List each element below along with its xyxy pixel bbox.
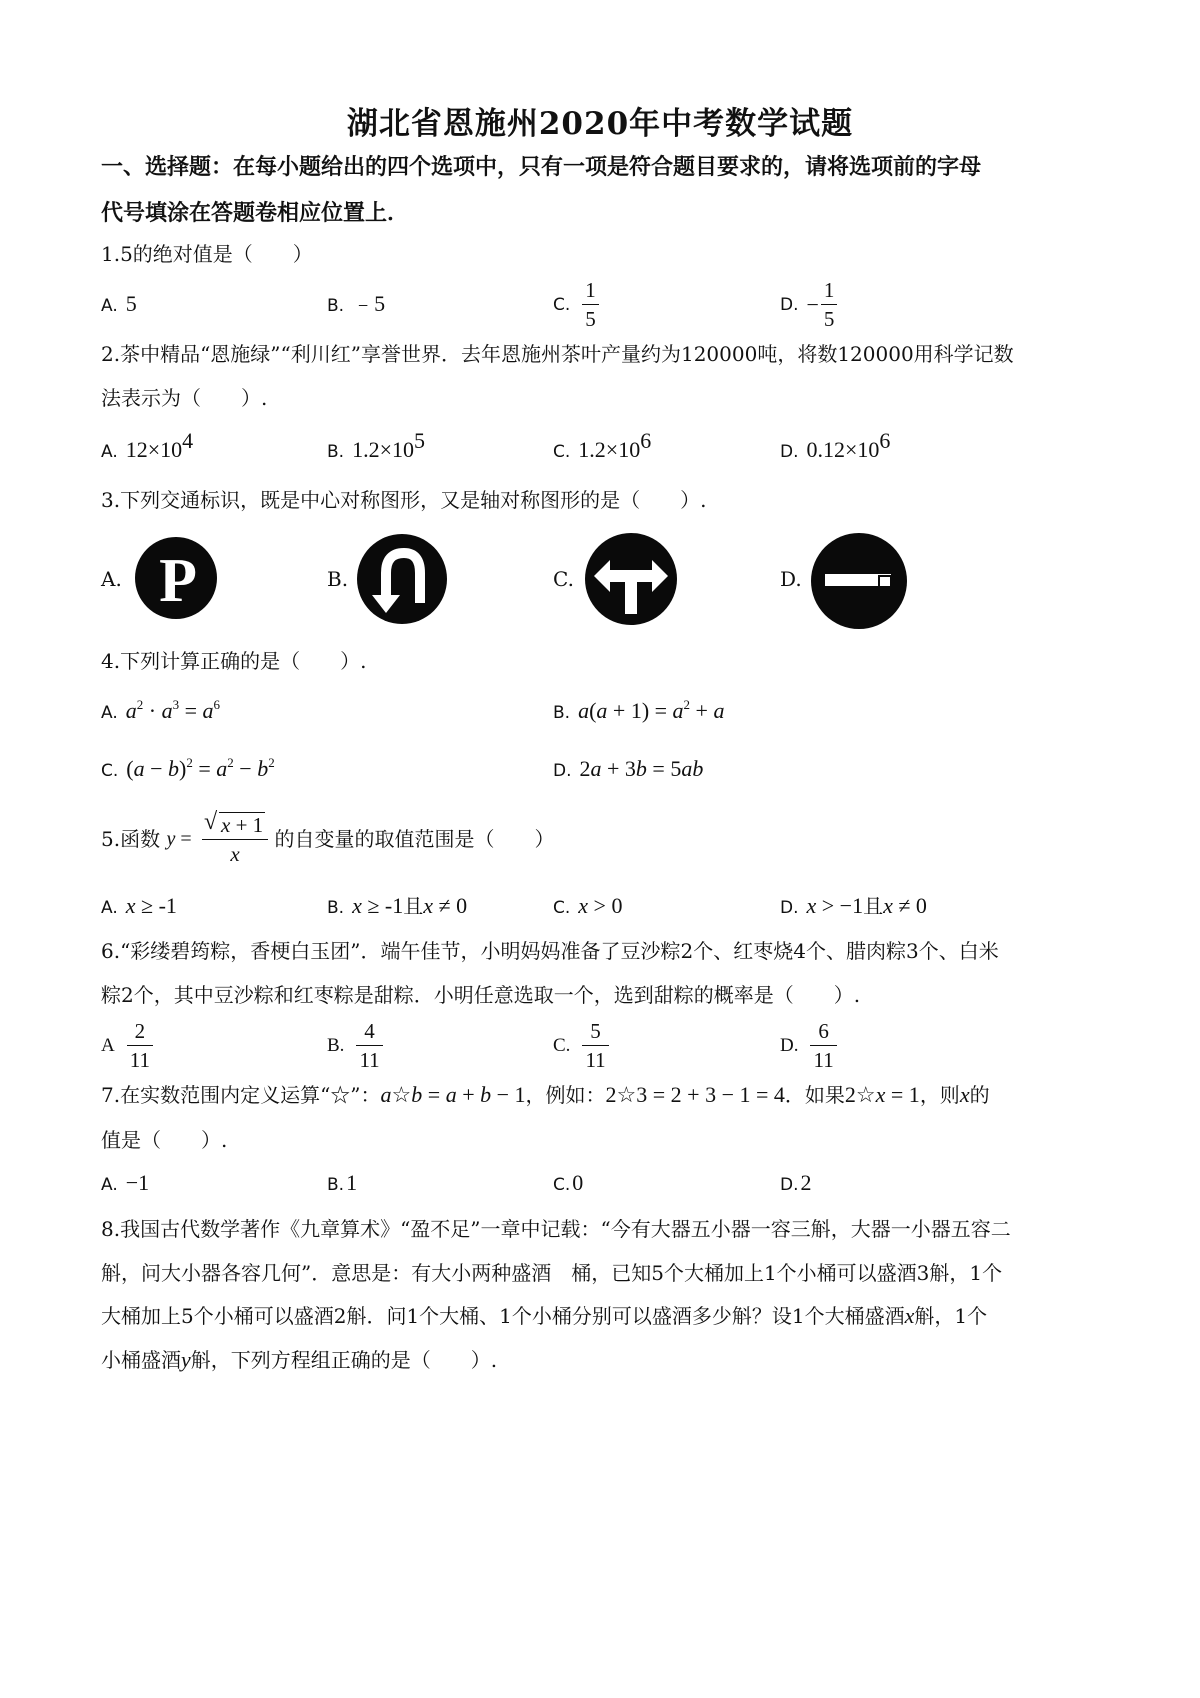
option-value: ﹣5 — [352, 291, 386, 316]
fraction — [127, 1019, 153, 1072]
option-label: D. — [780, 1175, 799, 1195]
question-2-line-2: 法表示为（ ）. — [101, 386, 268, 410]
stem-part: 大桶加上5个小桶可以盛酒2斛．问1个大桶、1个小桶分别可以盛酒多少斛？设1个大桶盛酒 — [101, 1304, 905, 1328]
question-3-option-c-label: C. — [553, 567, 574, 591]
question-2-option-d[interactable] — [780, 428, 891, 465]
option-exponent: 6 — [640, 428, 652, 453]
option-expression: x > 0 — [578, 893, 623, 918]
option-label: C. — [553, 1034, 571, 1056]
question-4-option-b[interactable] — [553, 698, 724, 726]
question-5-option-a[interactable] — [101, 893, 177, 921]
stem-part: ，则 — [919, 1083, 960, 1107]
question-1-stem: 1.5的绝对值是（ ） — [101, 242, 313, 266]
stem-part: 7.在实数范围内定义运算“☆”： — [101, 1083, 381, 1107]
question-2-line-1: 2.茶中精品“恩施绿”“利川红”享誉世界．去年恩施州茶叶产量约为120000吨，将数120000用科学记数 — [101, 342, 1014, 366]
option-label: D. — [780, 1034, 799, 1056]
option-label: A. — [101, 898, 118, 918]
option-label: B. — [327, 898, 345, 918]
option-label: B. — [327, 296, 345, 316]
question-8-line-4 — [101, 1347, 497, 1373]
question-2-option-a[interactable] — [101, 428, 194, 465]
stem-part: 小桶盛酒 — [101, 1348, 181, 1372]
no-entry-sign-icon[interactable] — [810, 532, 908, 630]
option-value: 5 — [125, 291, 137, 316]
denominator: 5 — [823, 307, 835, 331]
numerator: 1 — [582, 278, 599, 305]
option-expression: $a^2 \cdot a^3 = a^6$ — [125, 697, 220, 723]
stem-part: 的 — [969, 1083, 990, 1107]
question-7-option-d[interactable] — [780, 1170, 812, 1198]
option-base: 1.2×10 — [352, 437, 414, 462]
question-7-line-1 — [101, 1082, 990, 1108]
option-expression: x ≥ -1 — [352, 893, 404, 918]
option-exponent: 5 — [414, 428, 425, 453]
question-5-stem — [101, 812, 555, 866]
stem-suffix: 的自变量的取值范围是（ ） — [274, 827, 555, 851]
question-7-option-c[interactable] — [553, 1170, 583, 1198]
option-exponent: 6 — [879, 428, 891, 453]
option-label: B. — [553, 703, 571, 723]
option-base: 12×10 — [125, 437, 183, 462]
question-1-option-c[interactable] — [553, 278, 599, 331]
question-5-option-c[interactable] — [553, 893, 622, 921]
function-expression: y = — [166, 828, 192, 850]
question-2-option-c[interactable] — [553, 428, 652, 465]
denominator: 11 — [813, 1048, 834, 1072]
numerator: 1 — [821, 278, 838, 305]
option-exponent: 4 — [182, 428, 194, 453]
question-8-line-2: 斛，问大小器各容几何”．意思是：有大小两种盛酒 桶，已知5个大桶加上1个小桶可以盛酒3斛，1个 — [101, 1261, 1003, 1285]
option-label: C. — [553, 442, 571, 462]
option-value: 0 — [572, 1170, 584, 1195]
question-7-option-a[interactable] — [101, 1170, 149, 1198]
operation-example: 2☆3 = 2 + 3 − 1 = 4 — [605, 1082, 785, 1107]
question-3-option-d-label: D. — [780, 567, 802, 591]
question-5-option-d[interactable]: D. x > −1且x ≠ 0 — [780, 893, 927, 918]
question-6-option-a[interactable] — [101, 1019, 153, 1072]
minus-sign: − — [806, 291, 819, 317]
question-3-stem: 3.下列交通标识，既是中心对称图形，又是轴对称图形的是（ ）. — [101, 488, 707, 512]
option-label: D. — [780, 898, 799, 918]
denominator: 11 — [585, 1048, 606, 1072]
question-4-option-d[interactable] — [553, 756, 703, 784]
option-expression: x > −1 — [806, 893, 864, 918]
numerator: 6 — [810, 1019, 836, 1046]
variable-x: x — [959, 1082, 970, 1107]
variable-x: x — [904, 1303, 915, 1328]
option-label: D. — [553, 761, 572, 781]
stem-part: 斛，1个 — [914, 1304, 988, 1328]
numerator: 2 — [127, 1019, 153, 1046]
question-6-option-d[interactable] — [780, 1019, 837, 1072]
option-connector: 且 — [403, 894, 424, 918]
option-label: C. — [553, 898, 571, 918]
option-label: C. — [553, 1175, 571, 1195]
option-label: B. — [327, 1175, 345, 1195]
option-expression: $a(a + 1) = a^2 + a$ — [578, 697, 725, 723]
option-label: A. — [101, 296, 118, 316]
question-2-option-b[interactable] — [327, 428, 425, 465]
question-6-line-2: 粽2个，其中豆沙粽和红枣粽是甜粽．小明任意选取一个，选到甜粽的概率是（ ）. — [101, 983, 861, 1007]
option-label: D. — [780, 294, 799, 315]
option-label: A. — [101, 703, 118, 723]
stem-prefix: 5.函数 — [101, 827, 161, 851]
stem-part: ，例如： — [525, 1083, 606, 1107]
question-1-option-b[interactable] — [327, 291, 385, 319]
parking-sign-icon[interactable] — [134, 536, 218, 620]
stem-part: ．如果 — [784, 1083, 845, 1107]
option-value: 1 — [346, 1170, 358, 1195]
fraction — [810, 1019, 836, 1072]
option-label: B. — [327, 1034, 345, 1056]
option-base: 1.2×10 — [578, 437, 641, 462]
function-fraction: √ $\frac{x + 1}{x}$ — [202, 812, 268, 866]
question-4-option-c[interactable] — [101, 756, 275, 784]
option-expression: x ≥ -1 — [125, 893, 177, 918]
sign-letter: P — [159, 547, 197, 615]
option-expression: $(a - b)^2 = a^2 - b^2$ — [126, 755, 275, 781]
option-value: −1 — [125, 1170, 150, 1195]
fraction — [356, 1019, 382, 1072]
denominator: 5 — [585, 307, 596, 331]
question-6-option-b[interactable] — [327, 1019, 383, 1072]
section-heading-line-2: 代号填涂在答题卷相应位置上． — [101, 200, 410, 226]
question-3-option-b-label: B. — [327, 567, 349, 591]
question-1-option-a[interactable] — [101, 291, 137, 319]
fraction — [821, 278, 838, 331]
option-label: A. — [101, 442, 118, 462]
question-8-line-3 — [101, 1303, 987, 1329]
option-label: D. — [780, 442, 799, 462]
numerator: 5 — [582, 1019, 608, 1046]
denominator: 11 — [359, 1048, 380, 1072]
u-turn-sign-icon[interactable] — [356, 533, 448, 625]
operation-condition: 2☆x = 1 — [844, 1082, 920, 1107]
option-value: 2 — [800, 1170, 812, 1195]
question-7-option-b[interactable] — [327, 1170, 357, 1198]
question-6-option-c[interactable] — [553, 1019, 609, 1072]
turn-left-or-right-sign-icon[interactable] — [584, 532, 678, 626]
denominator: 11 — [129, 1048, 150, 1072]
question-5-option-b[interactable]: B. x ≥ -1且x ≠ 0 — [327, 893, 468, 918]
option-base: 0.12×10 — [806, 437, 880, 462]
option-label: A — [101, 1034, 115, 1056]
option-expression: 2a + 3b = 5ab — [579, 756, 704, 781]
operation-definition: a☆b = a + b − 1 — [380, 1082, 526, 1107]
option-label: A. — [101, 1175, 118, 1195]
option-label: B. — [327, 442, 345, 462]
option-label: C. — [101, 761, 119, 781]
variable-y: y — [181, 1347, 191, 1372]
option-label: C. — [553, 294, 571, 315]
fraction — [582, 1019, 608, 1072]
page-title: 湖北省恩施州2020年中考数学试题 — [346, 106, 854, 142]
question-3-option-a-label: A. — [101, 567, 122, 591]
numerator: 4 — [356, 1019, 382, 1046]
question-1-option-d[interactable] — [780, 278, 837, 331]
question-6-line-1: 6.“彩缕碧筠粽，香梗白玉团”．端午佳节，小明妈妈准备了豆沙粽2个、红枣烧4个、腊肉粽3个、白米 — [101, 939, 999, 963]
stem-part: 斛，下列方程组正确的是（ ）. — [190, 1348, 498, 1372]
option-connector: 且 — [863, 894, 884, 918]
section-heading-line-1: 一、选择题：在每小题给出的四个选项中，只有一项是符合题目要求的，请将选项前的字母 — [101, 154, 982, 180]
question-8-line-1: 8.我国古代数学著作《九章算术》“盈不足”一章中记载：“今有大器五小器一容三斛，大器一小器五容二 — [101, 1217, 1011, 1241]
question-7-line-2: 值是（ ）. — [101, 1128, 228, 1152]
question-4-stem: 4.下列计算正确的是（ ）. — [101, 649, 367, 673]
fraction — [582, 278, 599, 331]
question-4-option-a[interactable] — [101, 698, 220, 726]
